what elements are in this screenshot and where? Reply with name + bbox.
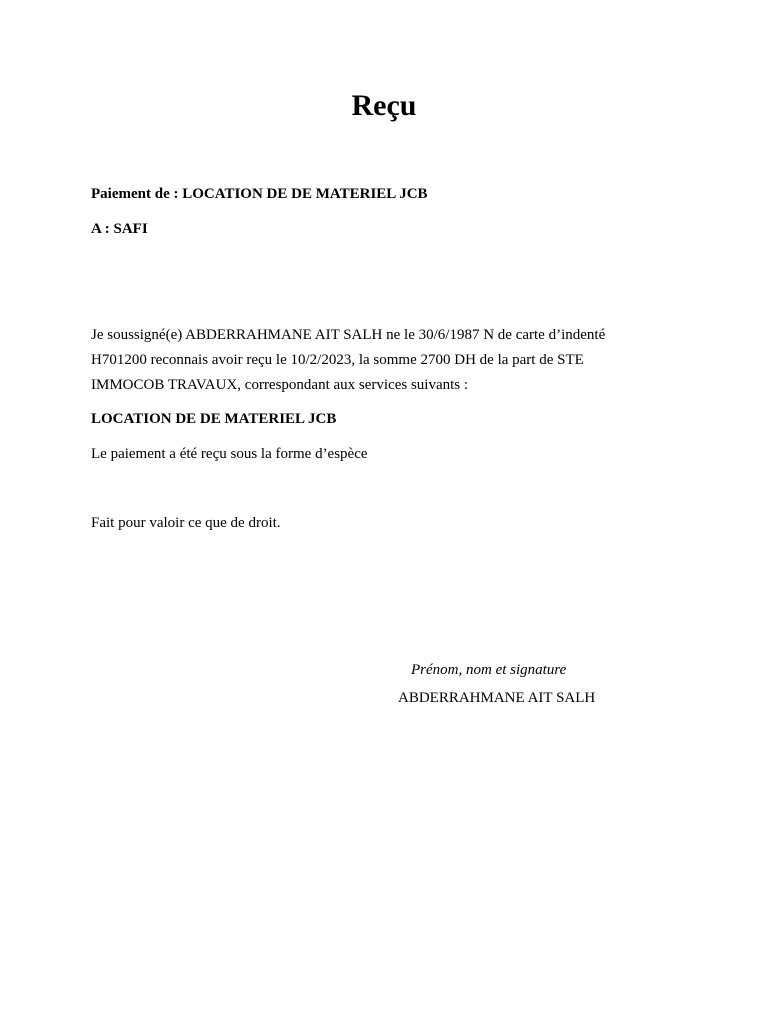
signature-name: ABDERRAHMANE AIT SALH: [398, 690, 596, 706]
location-label: A :: [91, 221, 114, 237]
page-title: Reçu: [351, 89, 417, 122]
payment-label: Paiement de :: [91, 186, 183, 202]
body-line-1: Je soussigné(e) ABDERRAHMANE AIT SALH ne le 30/6/1987 N de carte d’indenté: [91, 327, 606, 343]
body-line-2: H701200 reconnais avoir reçu le 10/2/2023, la somme 2700 DH de la part de STE: [91, 352, 584, 368]
location-value: SAFI: [113, 221, 148, 237]
payment-form-text: Le paiement a été reçu sous la forme d’espèce: [91, 446, 368, 462]
body-line-3: IMMOCOB TRAVAUX, correspondant aux services suivants :: [91, 377, 469, 393]
payment-value: LOCATION DE DE MATERIEL JCB: [182, 186, 428, 202]
payment-line: [91, 186, 428, 203]
location-line: [91, 221, 148, 238]
closing-text: Fait pour valoir ce que de droit.: [91, 515, 281, 531]
signature-label: Prénom, nom et signature: [411, 662, 567, 678]
service-description: LOCATION DE DE MATERIEL JCB: [91, 411, 337, 427]
